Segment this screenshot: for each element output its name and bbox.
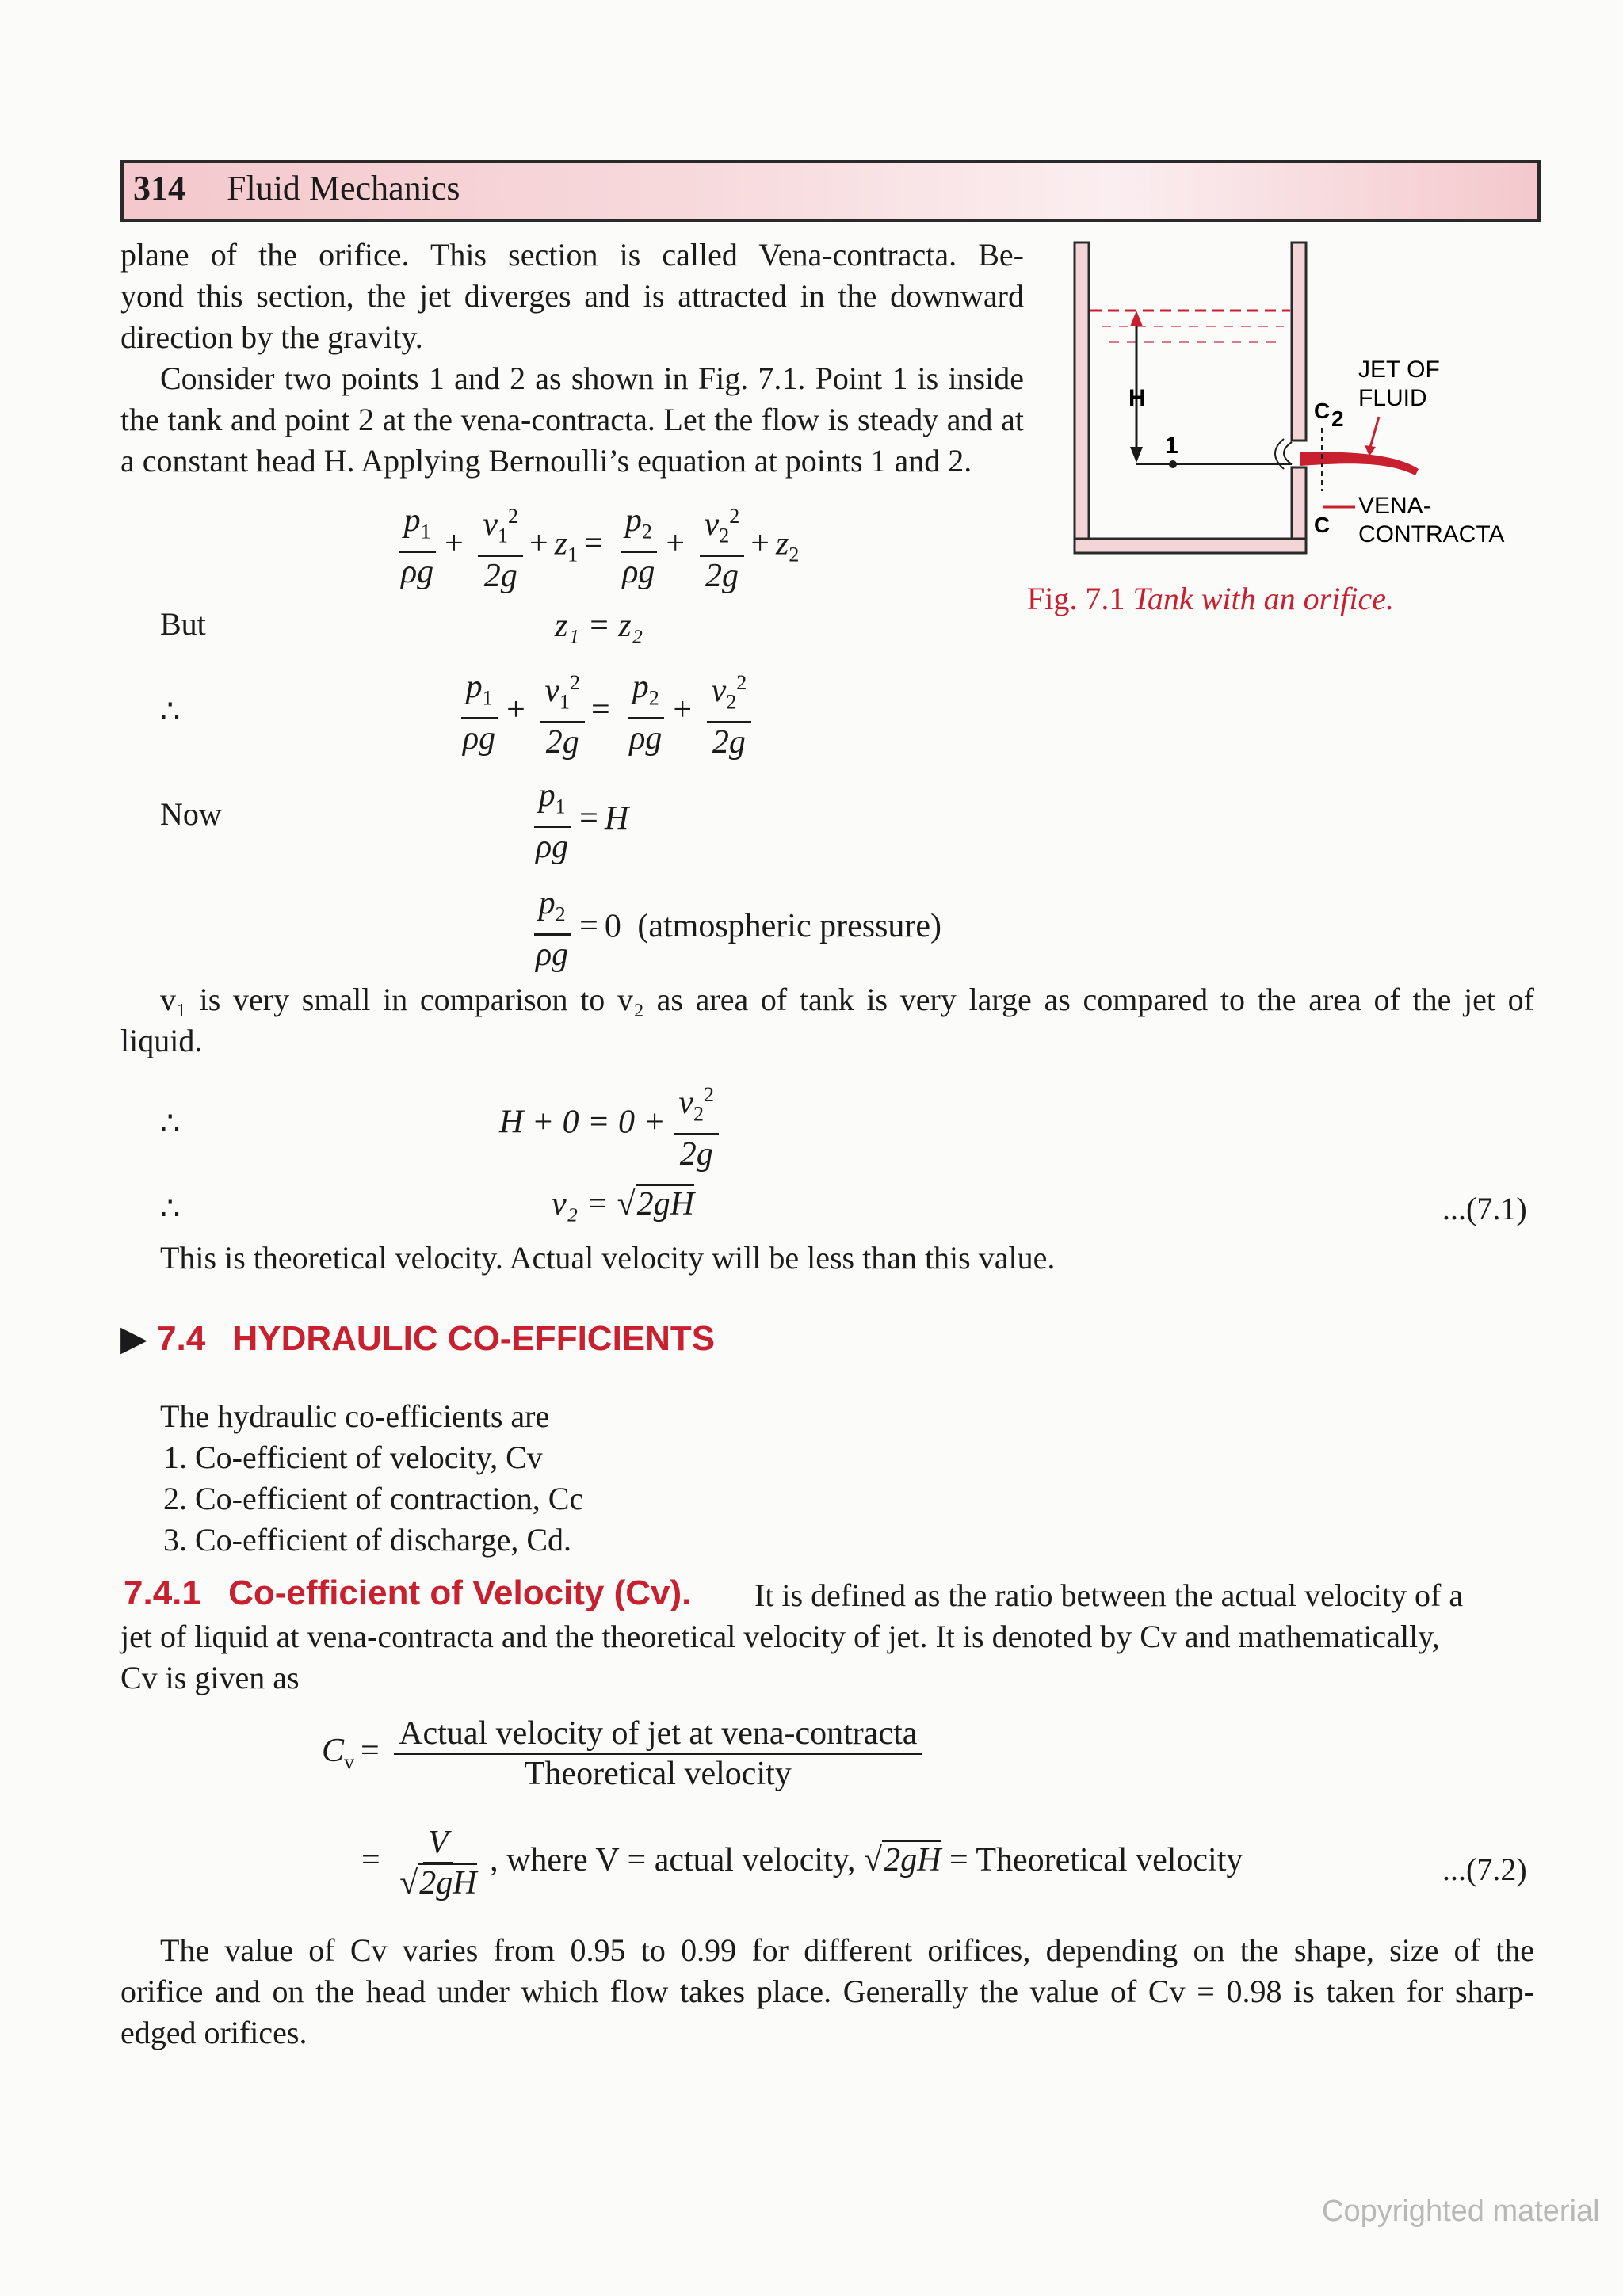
label-jet: JET OF (1358, 357, 1440, 383)
v2-eq-left: v₂ = (552, 1186, 609, 1222)
v1-line-2: liquid. (120, 1023, 203, 1058)
section-intro: The hydraulic co-efficients are (160, 1398, 550, 1434)
tank-bottom (1075, 539, 1306, 553)
point-1 (1169, 460, 1177, 468)
tank-left-wall (1075, 242, 1089, 551)
bernoulli-equation: $\frac{p_1}{\rho g}$ + $\frac{v_1^2}{2g}$ + $z_1$ = $\frac{p_2}{\rho g}$ + $\frac{v_2^2}{2g}$ + $z_2$ (396, 498, 799, 595)
intro-line-1: plane of the orifice. This section is called Vena-contracta. Be- (120, 237, 1024, 273)
label-c-bottom: C (1314, 513, 1331, 537)
cv-formula: = $\frac{V}{√2gH}$ , where V = actual velocity, √2gH = Theoretical velocity (361, 1825, 1243, 1901)
fluid-jet (1300, 452, 1419, 475)
caption-label: Fig. 7.1 (1027, 581, 1125, 616)
subsection-title: Co-efficient of Velocity (Cv). (228, 1573, 692, 1612)
h-eq-left: H + 0 = 0 + (499, 1104, 666, 1141)
figure-caption (1027, 580, 1394, 617)
label-fluid: FLUID (1358, 385, 1427, 411)
section-number: 7.4 (157, 1319, 206, 1358)
theoretical-note: This is theoretical velocity. Actual velocity will be less than this value. (160, 1240, 1056, 1276)
eq-7-1-tag: ...(7.1) (1442, 1191, 1527, 1226)
cv-numerator: Actual velocity of jet at vena-contracta (394, 1714, 922, 1755)
running-title: Fluid Mechanics (227, 169, 460, 208)
label-c-top: C (1314, 399, 1331, 423)
coefficient-item-1: 1. Co-efficient of velocity, Cv (163, 1440, 543, 1475)
cv-denominator: Theoretical velocity (524, 1756, 792, 1792)
atmospheric-note: (atmospheric pressure) (637, 908, 942, 945)
therefore-1: ∴ (160, 693, 181, 729)
section-title: HYDRAULIC CO-EFFICIENTS (232, 1319, 716, 1358)
theoretical-text: = Theoretical velocity (949, 1842, 1243, 1879)
v1-line-1: v₁ is very small in comparison to v₂ as area of tank is very large as compared to the area of the jet of (160, 982, 1534, 1017)
closing-line-1: The value of Cv varies from 0.95 to 0.99 for different orifices, depending on the shape, size of the (160, 1932, 1534, 1968)
subsection-line-2: jet of liquid at vena-contracta and the theoretical velocity of jet. It is denoted by Cv and mathematically, (120, 1619, 1440, 1654)
page-number: 314 (133, 169, 185, 208)
eq-7-2-tag: ...(7.2) (1442, 1852, 1527, 1887)
label-contracta: CONTRACTA (1358, 521, 1505, 547)
intro-line-2: yond this section, the jet diverges and is attracted in the downward (120, 278, 1024, 314)
coefficient-item-2: 2. Co-efficient of contraction, Cc (163, 1481, 584, 1516)
head-velocity-eq: H + 0 = 0 + $\frac{v_2^2}{2g}$ (499, 1076, 719, 1173)
label-vena: VENA- (1358, 493, 1431, 519)
caption-text: Tank with an orifice. (1132, 581, 1395, 616)
subsection-heading (124, 1573, 691, 1613)
therefore-3: ∴ (160, 1191, 181, 1226)
where-text: , where V = actual velocity, (490, 1842, 856, 1879)
closing-line-2: orifice and on the head under which flow takes place. Generally the value of Cv = 0.98 is taken for sharp- (120, 1974, 1534, 2009)
subsection-number: 7.4.1 (124, 1573, 201, 1612)
label-1: 1 (1165, 433, 1178, 459)
p2-zero-eq: $\frac{p_2}{\rho g}$ = 0 (atmospheric pressure) (531, 884, 941, 974)
copyright-notice: Copyrighted material (1322, 2195, 1600, 2228)
label-but: But (160, 606, 206, 642)
cv-definition: $C_v$ = $\frac{\text{Actual velocity of jet at vena-contracta}}{\text{Theoretical velocity}}$ (322, 1714, 922, 1793)
subsection-line-3: Cv is given as (120, 1660, 300, 1695)
intro-line-6: a constant head H. Applying Bernoulli’s equation at points 1 and 2. (120, 443, 972, 479)
intro-line-4: Consider two points 1 and 2 as shown in Fig. 7.1. Point 1 is inside (160, 360, 1024, 396)
tank-right-wall-upper (1292, 242, 1306, 441)
closing-line-3: edged orifices. (120, 2015, 307, 2050)
subsection-line-1: It is defined as the ratio between the actual velocity of a (754, 1577, 1464, 1613)
v2-equation: v₂ = √2gH (552, 1185, 694, 1223)
label-now: Now (160, 796, 222, 832)
z-equality: z₁ = z₂ (555, 608, 643, 644)
tank-orifice-figure (1062, 238, 1537, 570)
intro-line-3: direction by the gravity. (120, 319, 423, 355)
label-2: 2 (1331, 406, 1344, 431)
intro-line-5: the tank and point 2 at the vena-contracta. Let the flow is steady and at (120, 402, 1024, 437)
p1-head-eq: $\frac{p_1}{\rho g}$ = H (531, 776, 628, 866)
coefficient-item-3: 3. Co-efficient of discharge, Cd. (163, 1522, 572, 1558)
label-h: H (1128, 385, 1146, 411)
therefore-2: ∴ (160, 1105, 181, 1141)
reduced-bernoulli: $\frac{p_1}{\rho g}$ + $\frac{v_1^2}{2g}$ = $\frac{p_2}{\rho g}$ + $\frac{v_2^2}{2g}$ (458, 664, 751, 761)
section-heading: ▶ 7.4 HYDRAULIC CO-EFFICIENTS (120, 1319, 716, 1358)
